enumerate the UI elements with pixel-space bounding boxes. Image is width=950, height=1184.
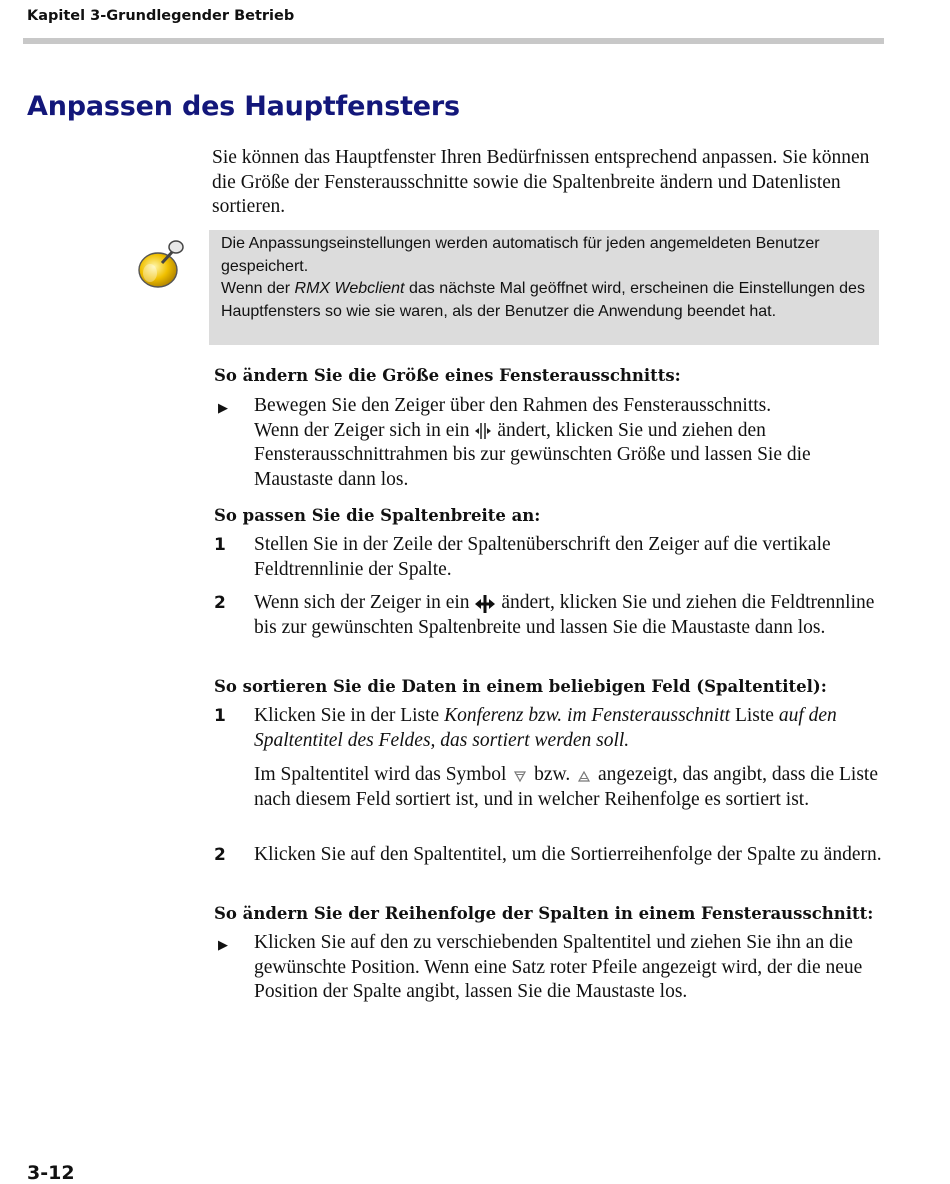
sort-ascending-icon <box>575 769 593 783</box>
step-number: 2 <box>214 593 226 613</box>
procedure-2-heading: So passen Sie die Spaltenbreite an: <box>214 506 541 525</box>
step-number: 1 <box>214 706 226 726</box>
procedure-3-step-1-a: Klicken Sie in der Liste <box>254 705 445 726</box>
sort-para-a: Im Spaltentitel wird das Symbol <box>254 764 512 785</box>
procedure-1-step <box>214 394 884 492</box>
note-box <box>209 230 879 345</box>
page-number: 3-12 <box>27 1162 75 1184</box>
note-text-a: Wenn der <box>221 280 295 297</box>
intro-paragraph: Sie können das Hauptfenster Ihren Bedürfnissen entsprechend anpassen. Sie können die Größe der Fensterausschnitte sowie die Spaltenbreite ändern und Datenlisten sortieren. <box>212 147 870 217</box>
bullet-arrow-icon: ▶ <box>218 401 228 416</box>
procedure-1-text-2a: Wenn der Zeiger sich in ein <box>254 419 475 441</box>
note-line-2 <box>221 278 867 323</box>
procedure-2-step-2-text-b: ändert, klicken Sie und ziehen die Feldtrennline bis zur gewünschten Spaltenbreite und lassen Sie die Maustaste dann los. <box>254 592 875 638</box>
bullet-arrow-icon: ▶ <box>218 938 228 953</box>
procedure-2-step-1 <box>214 533 884 582</box>
procedure-3-heading: So sortieren Sie die Daten in einem beliebigen Feld (Spaltentitel): <box>214 677 827 696</box>
page-title: Anpassen des Hauptfensters <box>27 91 460 122</box>
pushpin-note-icon <box>136 237 186 291</box>
header-rule <box>23 38 884 44</box>
column-resize-cursor-icon <box>474 594 496 614</box>
procedure-3-sort-paragraph <box>254 763 884 812</box>
procedure-3-step-2-text: Klicken Sie auf den Spaltentitel, um die Sortierreihenfolge der Spalte zu ändern. <box>254 844 882 865</box>
procedure-1-text-1: Bewegen Sie den Zeiger über den Rahmen des Fensterausschnitts. <box>254 395 772 416</box>
vertical-resize-cursor-icon <box>474 422 492 440</box>
procedure-1-text-2 <box>254 419 884 493</box>
procedure-3-step-1-em1: Konferenz bzw. im Fensterausschnitt <box>444 705 731 726</box>
procedure-3-step-1-b: Liste <box>730 705 779 726</box>
chapter-header: Kapitel 3-Grundlegender Betrieb <box>27 8 295 24</box>
step-number: 1 <box>214 535 226 555</box>
procedure-3-step-1 <box>214 704 884 753</box>
sort-para-c: angezeigt, das angibt, dass die Liste nach diesem Feld sortiert ist, und in welcher Reihenfolge es sortiert ist. <box>254 764 878 810</box>
procedure-2-step-1-text: Stellen Sie in der Zeile der Spaltenüberschrift den Zeiger auf die vertikale Feldtrennlinie der Spalte. <box>254 534 831 580</box>
sort-para-b: bzw. <box>529 764 576 785</box>
procedure-1-heading: So ändern Sie die Größe eines Fensterausschnitts: <box>214 366 681 385</box>
procedure-4-text: Klicken Sie auf den zu verschiebenden Spaltentitel und ziehen Sie ihn an die gewünschte Position. Wenn eine Satz roter Pfeile angezeigt wird, der die neue Position der Spalte angibt, lassen Sie die Maustaste los. <box>254 932 863 1002</box>
step-number: 2 <box>214 845 226 865</box>
procedure-1-text-2b: ändert, klicken Sie und ziehen den Fensterausschnittrahmen bis zur gewünschten Größe und lassen Sie die Maustaste dann los. <box>254 419 811 490</box>
sort-descending-icon <box>511 769 529 783</box>
procedure-4-heading: So ändern Sie der Reihenfolge der Spalten in einem Fensterausschnitt: <box>214 904 874 923</box>
procedure-2-step-2-text-a: Wenn sich der Zeiger in ein <box>254 592 475 613</box>
note-line-1: Die Anpassungseinstellungen werden automatisch für jeden angemeldeten Benutzer gespeichert. <box>221 235 820 275</box>
note-product-name: RMX Webclient <box>294 280 405 297</box>
note-text-b: das nächste Mal geöffnet wird, erscheinen die Einstellungen des Hauptfensters so wie sie waren, als der Benutzer die Anwendung beendet hat. <box>221 280 865 320</box>
procedure-3-step-2 <box>214 843 884 868</box>
procedure-4-step <box>214 931 884 1005</box>
procedure-3-step-1-em2: auf den Spaltentitel des Feldes, das sortiert werden soll. <box>254 705 837 751</box>
procedure-2-step-2 <box>214 591 884 640</box>
